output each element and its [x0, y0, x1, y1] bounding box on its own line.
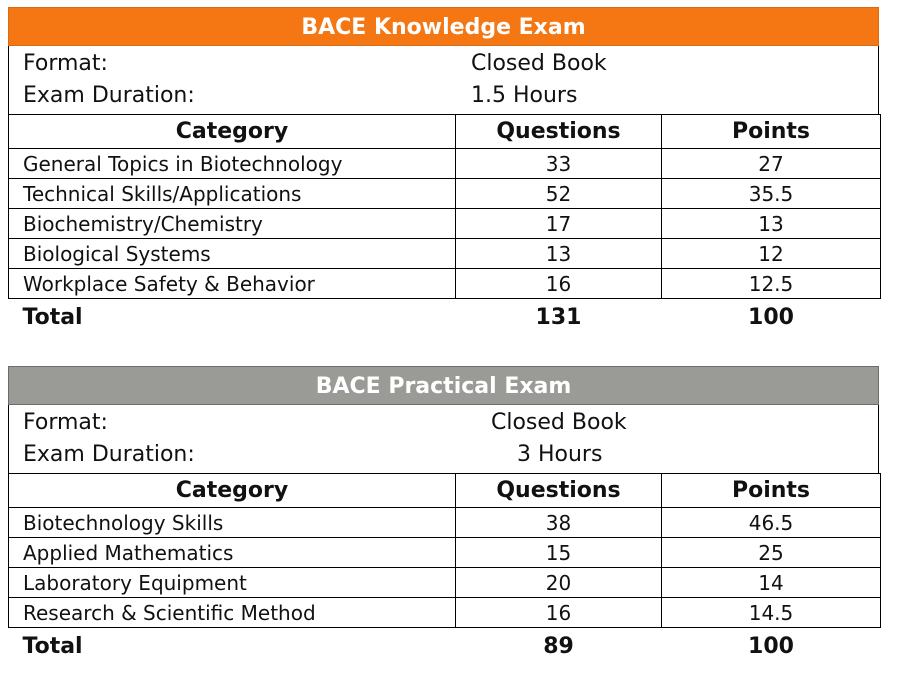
questions-cell: 52 [456, 179, 662, 209]
points-cell: 27 [662, 149, 881, 179]
category-cell: Biological Systems [9, 239, 456, 269]
points-cell: 14 [662, 568, 881, 598]
questions-cell: 38 [456, 508, 662, 538]
total-points: 100 [748, 304, 794, 330]
questions-cell: 16 [456, 269, 662, 299]
practical-exam-table [8, 473, 881, 664]
table-header-row [9, 474, 881, 508]
questions-cell: 15 [456, 538, 662, 568]
header-points: Points [662, 474, 881, 508]
format-label: Format: [23, 410, 108, 435]
duration-value: 1.5 Hours [471, 83, 578, 108]
table-row [9, 149, 881, 179]
header-points: Points [662, 115, 881, 149]
table-row [9, 508, 881, 538]
table-row [9, 269, 881, 299]
points-cell: 13 [662, 209, 881, 239]
header-category: Category [9, 115, 456, 149]
category-cell: Technical Skills/Applications [9, 179, 456, 209]
practical-exam-title: BACE Practical Exam [8, 366, 879, 405]
knowledge-exam-table [8, 114, 881, 335]
total-row [9, 628, 881, 665]
points-cell: 25 [662, 538, 881, 568]
category-cell: General Topics in Biotechnology [9, 149, 456, 179]
table-header-row [9, 115, 881, 149]
table-row [9, 209, 881, 239]
category-cell: Biotechnology Skills [9, 508, 456, 538]
questions-cell: 33 [456, 149, 662, 179]
category-cell: Applied Mathematics [9, 538, 456, 568]
duration-label: Exam Duration: [23, 442, 195, 467]
table-row [9, 538, 881, 568]
knowledge-exam-title: BACE Knowledge Exam [8, 7, 879, 46]
duration-value: 3 Hours [517, 442, 603, 467]
knowledge-exam-info [8, 46, 879, 114]
total-label: Total [22, 633, 83, 659]
practical-exam-info [8, 405, 879, 473]
points-cell: 35.5 [662, 179, 881, 209]
duration-label: Exam Duration: [23, 83, 195, 108]
category-cell: Workplace Safety & Behavior [9, 269, 456, 299]
header-questions: Questions [456, 115, 662, 149]
category-cell: Research & Scientific Method [9, 598, 456, 628]
points-cell: 14.5 [662, 598, 881, 628]
questions-cell: 17 [456, 209, 662, 239]
practical-exam-section [8, 366, 879, 664]
total-questions: 89 [543, 633, 574, 659]
header-category: Category [9, 474, 456, 508]
table-row [9, 598, 881, 628]
knowledge-exam-section [8, 7, 879, 335]
questions-cell: 13 [456, 239, 662, 269]
format-value: Closed Book [471, 51, 607, 76]
table-row [9, 568, 881, 598]
total-label: Total [22, 304, 83, 330]
category-cell: Laboratory Equipment [9, 568, 456, 598]
category-cell: Biochemistry/Chemistry [9, 209, 456, 239]
table-row [9, 239, 881, 269]
total-points: 100 [748, 633, 794, 659]
format-label: Format: [23, 51, 108, 76]
total-row [9, 299, 881, 336]
header-questions: Questions [456, 474, 662, 508]
format-value: Closed Book [491, 410, 627, 435]
points-cell: 12.5 [662, 269, 881, 299]
points-cell: 12 [662, 239, 881, 269]
total-questions: 131 [535, 304, 582, 330]
questions-cell: 16 [456, 598, 662, 628]
questions-cell: 20 [456, 568, 662, 598]
points-cell: 46.5 [662, 508, 881, 538]
table-row [9, 179, 881, 209]
